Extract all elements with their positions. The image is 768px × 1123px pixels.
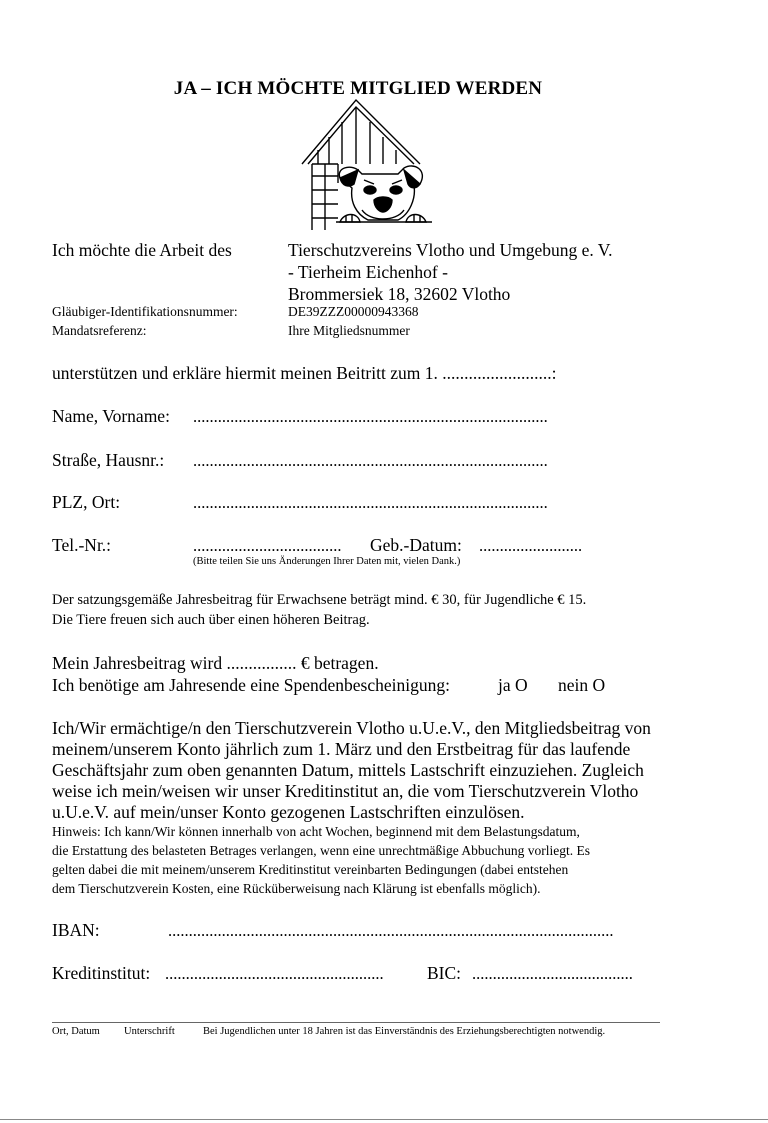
fee-info-line1: Der satzungsgemäße Jahresbeitrag für Erwachsene beträgt mind. € 30, für Jugendliche € 15. [52, 592, 587, 608]
phone-field[interactable]: .................................... [193, 536, 342, 555]
donation-receipt-question: Ich benötige am Jahresende eine Spendenbescheinigung: [52, 675, 450, 695]
organization-address: Brommersiek 18, 32602 Vlotho [288, 284, 511, 304]
birthdate-field[interactable]: ......................... [479, 536, 583, 555]
place-date-label: Ort, Datum [52, 1026, 100, 1037]
mandate-line-5: u.U.e.V. auf mein/unser Konto gezogenen Lastschriften einzulösen. [52, 802, 525, 822]
data-change-note: (Bitte teilen Sie uns Änderungen Ihrer Daten mit, vielen Dank.) [193, 556, 461, 567]
notice-line-4: dem Tierschutzverein Kosten, eine Rücküberweisung nach Klärung ist ebenfalls möglich). [52, 881, 541, 896]
mandate-reference-value: Ihre Mitgliedsnummer [288, 323, 410, 338]
signature-label: Unterschrift [124, 1026, 175, 1037]
city-label: PLZ, Ort: [52, 492, 121, 512]
form-title: JA – ICH MÖCHTE MITGLIED WERDEN [173, 78, 543, 99]
name-field[interactable]: ...................................................................................... [193, 407, 548, 426]
page-bottom-divider [0, 1119, 768, 1120]
name-label: Name, Vorname: [52, 406, 170, 426]
creditor-id-label: Gläubiger-Identifikationsnummer: [52, 304, 238, 319]
bic-label: BIC: [427, 963, 462, 983]
mandate-line-3: Geschäftsjahr zum oben genannten Datum, mittels Lastschrift einzuziehen. Zugleich [52, 760, 644, 780]
organization-subtitle: - Tierheim Eichenhof - [288, 262, 448, 282]
donation-receipt-no[interactable]: nein O [558, 675, 606, 695]
mandate-line-1: Ich/Wir ermächtige/n den Tierschutzverein Vlotho u.U.e.V., den Mitgliedsbeitrag von [52, 718, 651, 738]
intro-label: Ich möchte die Arbeit des [52, 240, 232, 260]
mandate-line-4: weise ich mein/weisen wir unser Kreditinstitut an, die vom Tierschutzverein Vlotho [52, 781, 639, 801]
iban-label: IBAN: [52, 920, 100, 940]
fee-info-line2: Die Tiere freuen sich auch über einen höheren Beitrag. [52, 612, 370, 628]
birthdate-label: Geb.-Datum: [370, 535, 462, 555]
phone-label: Tel.-Nr.: [52, 535, 112, 555]
shelter-dog-logo [298, 98, 450, 236]
street-label: Straße, Hausnr.: [52, 450, 165, 470]
notice-line-1: Hinweis: Ich kann/Wir können innerhalb von acht Wochen, beginnend mit dem Belastungsdatum, [52, 824, 580, 839]
street-field[interactable]: ...................................................................................... [193, 451, 548, 470]
annual-contribution-line: Mein Jahresbeitrag wird ................ € betragen. [52, 653, 379, 673]
mandate-line-2: meinem/unserem Konto jährlich zum 1. März und den Erstbeitrag für das laufende [52, 739, 631, 759]
city-field[interactable]: ...................................................................................... [193, 493, 548, 512]
bic-field[interactable]: ....................................... [472, 964, 633, 983]
minor-consent-note: Bei Jugendlichen unter 18 Jahren ist das Einverständnis des Erziehungsberechtigten notwendig. [203, 1026, 606, 1037]
signature-line[interactable] [52, 1022, 660, 1023]
support-line: unterstützen und erkläre hiermit meinen Beitritt zum 1. .........................: [52, 363, 557, 383]
donation-receipt-yes[interactable]: ja O [498, 675, 528, 695]
notice-line-3: gelten dabei die mit meinem/unserem Kreditinstitut vereinbarten Bedingungen (dabei entstehen [52, 862, 569, 877]
organization-name: Tierschutzvereins Vlotho und Umgebung e. V. [288, 240, 613, 260]
bank-institute-label: Kreditinstitut: [52, 963, 151, 983]
mandate-reference-label: Mandatsreferenz: [52, 323, 147, 338]
bank-institute-field[interactable]: ..................................................... [165, 964, 384, 983]
notice-line-2: die Erstattung des belasteten Betrages verlangen, wenn eine unrechtmäßige Abbuchung vorliegt. Es [52, 843, 590, 858]
iban-field[interactable]: ............................................................................................................ [168, 921, 614, 940]
creditor-id-value: DE39ZZZ00000943368 [288, 304, 419, 319]
